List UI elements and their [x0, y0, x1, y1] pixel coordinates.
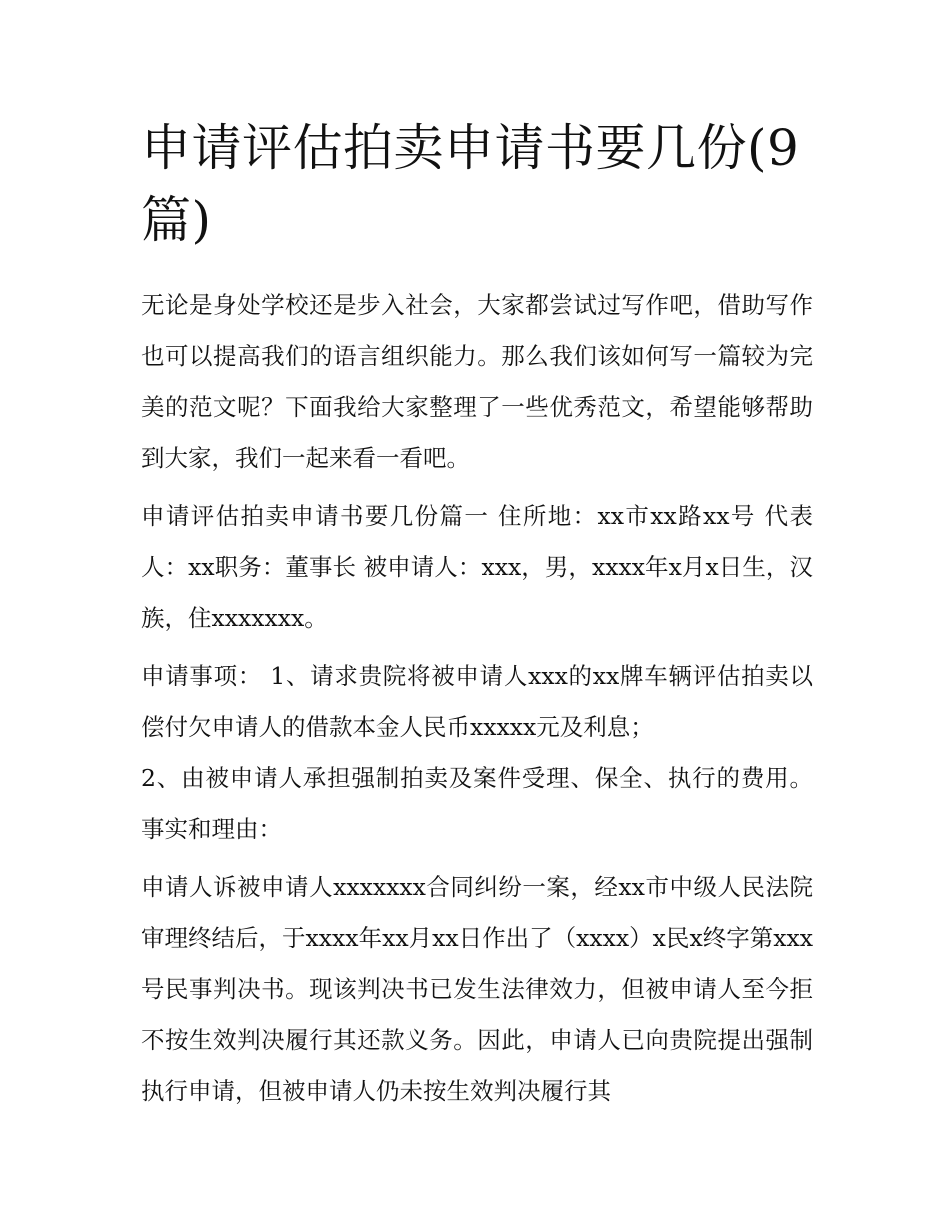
intro-paragraph: 无论是身处学校还是步入社会，大家都尝试过写作吧，借助写作也可以提高我们的语言组织能力。那么我们该如何写一篇较为完美的范文呢？下面我给大家整理了一些优秀范文，希望能够帮助到大家，我们一起来看一看吧。	[141, 291, 813, 472]
cost-item-paragraph: 2、由被申请人承担强制拍卖及案件受理、保全、执行的费用。 事实和理由：	[141, 764, 813, 843]
application-items-paragraph: 申请事项： 1、请求贵院将被申请人xxx的xx牌车辆评估拍卖以偿付欠申请人的借款本金人民币xxxxx元及利息；	[141, 662, 813, 741]
document-body	[141, 112, 813, 1117]
applicant-info-paragraph: 申请评估拍卖申请书要几份篇一 住所地：xx市xx路xx号 代表人：xx职务：董事长 被申请人：xxx，男，xxxx年x月x日生，汉族，住xxxxxxx。	[141, 502, 813, 632]
facts-paragraph: 申请人诉被申请人xxxxxxx合同纠纷一案，经xx市中级人民法院审理终结后，于xxxx年xx月xx日作出了（xxxx）x民x终字第xxx号民事判决书。现该判决书已发生法律效力，但被申请人至今拒不按生效判决履行其还款义务。因此，申请人已向贵院提出强制执行申请，但被申请人仍未按生效判决履行其	[141, 873, 813, 1105]
document-title: 申请评估拍卖申请书要几份(9篇)	[141, 119, 800, 249]
